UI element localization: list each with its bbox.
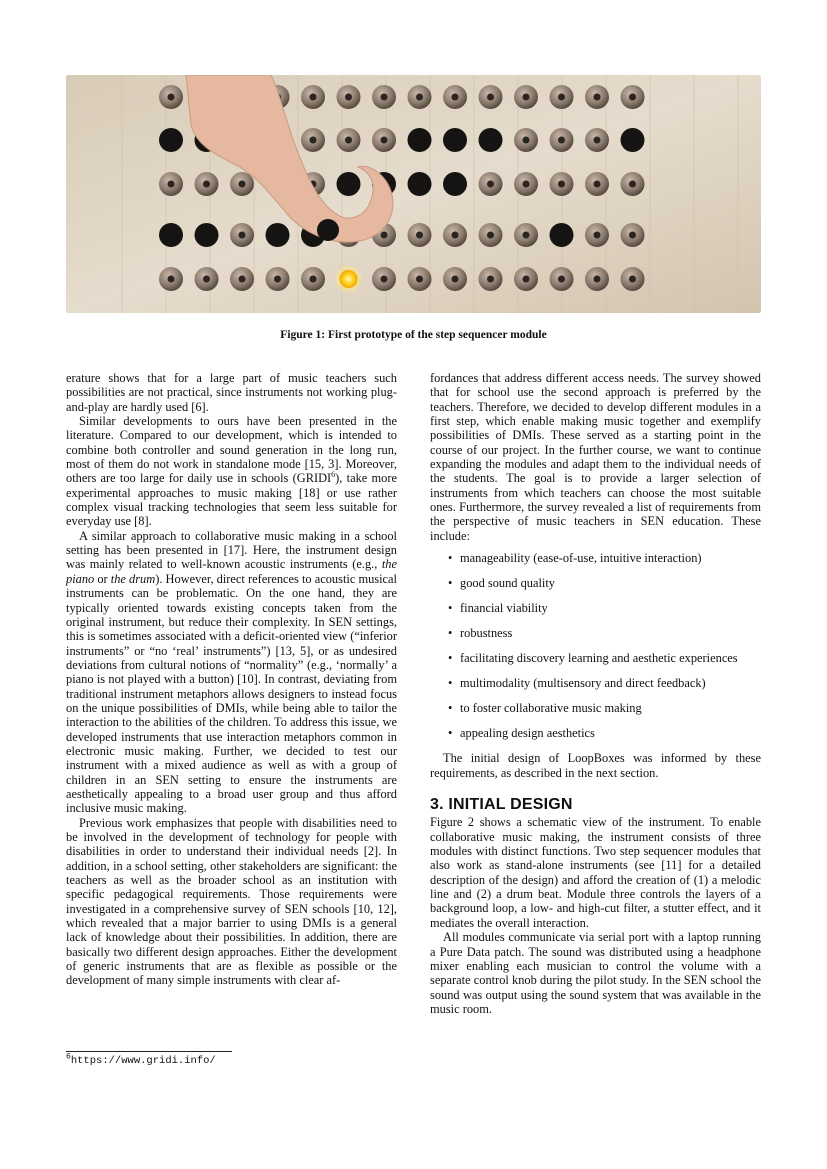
knob-center: [594, 137, 601, 144]
knob-center: [523, 94, 530, 101]
list-item: [430, 551, 761, 565]
knob-center: [629, 181, 636, 188]
dark-button-cap: [479, 128, 503, 152]
dark-button-cap: [159, 128, 183, 152]
step-sequencer-photo-graphic: [66, 75, 761, 313]
italic-text: the piano: [66, 557, 397, 586]
paragraph: All modules communicate via serial port with a laptop running a Pure Data patch. The sound was distributed using a headphone mixer enabling each musician to control the volume with a separate control knob during the pilot study. In the SEN school the sound was output using the sound system that was available in the music room.: [430, 930, 761, 1016]
left-column: [66, 371, 397, 988]
knob-center: [381, 137, 388, 144]
knob-center: [594, 181, 601, 188]
knob-center: [594, 276, 601, 283]
list-item-text: multimodality (multisensory and direct feedback): [460, 676, 706, 691]
text-span: ). However, direct references to acoustic musical instruments can be problematic. On the one hand, they are typically oriented towards existing concepts taken from the original instrument, but reduce their complexity. In SEN settings, this is sometimes associated with a deficit-oriented view (“inferior instruments” or “no ‘real’ instruments”) [13, 5], or as undesired deviations from cultural notions of “normality” (e.g., ‘normally’ a piano is not played with a button) [10]. In contrast, deviating from traditional instrument metaphors allows designers to instead focus on the unique possibilities of DMIs, while being able to tailor the interaction to the abilities of the children. To address this issue, we developed instruments that use interaction metaphors common in electronic music making. Further, we decided to test our instrument with a mixed audience as well as with a group of children in an SEN setting to ensure the instruments are aesthetically appealing to a broad user group and thus afford inclusive music making.: [66, 571, 397, 816]
knob-center: [629, 94, 636, 101]
dark-button-cap: [159, 223, 183, 247]
knob-center: [310, 137, 317, 144]
dark-button-cap: [337, 172, 361, 196]
bullet-icon: •: [448, 676, 453, 691]
section-title: 3. INITIAL DESIGN: [430, 796, 573, 814]
knob-center: [239, 276, 246, 283]
dark-button-cap: [195, 223, 219, 247]
dark-button-cap: [266, 223, 290, 247]
knob-center: [523, 137, 530, 144]
bullet-icon: •: [448, 701, 453, 716]
knob-center: [416, 232, 423, 239]
knob-center: [523, 276, 530, 283]
knob-center: [594, 232, 601, 239]
text-span: A similar approach to collaborative music making in a school setting has been presented in [17]. Here, the instrument design was mainly related to well-known acoustic instruments (e.g.,: [66, 528, 397, 572]
knob-center: [487, 181, 494, 188]
knob-center: [381, 232, 388, 239]
footnote: [66, 1051, 397, 1067]
list-item: [430, 626, 761, 640]
bullet-icon: •: [448, 651, 453, 666]
knob-center: [594, 94, 601, 101]
knob-center: [345, 137, 352, 144]
paragraph: Figure 2 shows a schematic view of the instrument. To enable collaborative music making, the instrument consists of three modules with distinct functions. Two step sequencer modules that also work as stand-alone instruments (see [11] for a detailed description of the design) and afford the creation of (1) a melodic line and (2) a drum beat. Module three controls the layers of a background loop, a low- and high-cut filter, a stutter effect, and it mediates the overall interaction.: [430, 815, 761, 930]
paragraph: The initial design of LoopBoxes was informed by these requirements, as described in the next section.: [430, 751, 761, 780]
dark-button-cap: [443, 128, 467, 152]
list-item: [430, 651, 761, 665]
text-span: or: [94, 571, 111, 586]
knob-center: [487, 94, 494, 101]
text-span: ), take more experimental approaches to music making [18] or use rather complex visual tracking technologies that seem less suitable for everyday use [8].: [66, 471, 398, 529]
knob-center: [558, 94, 565, 101]
knob-center: [239, 181, 246, 188]
knob-center: [558, 276, 565, 283]
dark-button-cap: [443, 172, 467, 196]
bullet-icon: •: [448, 601, 453, 616]
right-column: [430, 371, 761, 1016]
knob-center: [452, 94, 459, 101]
knob-center: [345, 94, 352, 101]
paragraph: fordances that address different access needs. The survey showed that for school use the second approach is preferred by the teachers. Therefore, we decided to develop different modules in a first step, which enable making music together and exemplify possibilities of DMIs. These served as a starting point in the course of our project. In the further course, we want to continue expanding the modules and adapt them to the individual needs of the students. The goal is to provide a larger selection of instruments from which teachers can choose the most suitable ones. Furthermore, the survey revealed a list of requirements from the perspective of music teachers in SEN education. These include:: [430, 371, 761, 543]
knob-center: [381, 94, 388, 101]
dark-button-cap: [621, 128, 645, 152]
knob-center: [168, 181, 175, 188]
knob-center: [203, 276, 210, 283]
knob-center: [487, 232, 494, 239]
footnote-marker: 6: [331, 470, 336, 480]
bullet-icon: •: [448, 551, 453, 566]
list-item: [430, 701, 761, 715]
requirements-list: [430, 551, 761, 741]
knob-center: [523, 232, 530, 239]
footnote-text: [66, 1052, 397, 1067]
knob-center: [274, 276, 281, 283]
knob-center: [629, 232, 636, 239]
bullet-icon: •: [448, 626, 453, 641]
knob-center: [416, 94, 423, 101]
list-item-text: appealing design aesthetics: [460, 726, 595, 741]
knob-center: [416, 276, 423, 283]
list-item: [430, 576, 761, 590]
bullet-icon: •: [448, 576, 453, 591]
knob-center: [203, 181, 210, 188]
bullet-icon: •: [448, 726, 453, 741]
knob-center: [523, 181, 530, 188]
dark-button-cap: [408, 128, 432, 152]
text-span: Similar developments to ours have been presented in the literature. Compared to our development, which is intended to combine both controller and sound generation in the long run, most of them do not work in standalone mode [15, 3]. Moreover, others are too large for daily use in schools (GRIDI: [66, 414, 397, 486]
italic-text: the drum: [110, 571, 156, 586]
dark-button-cap: [550, 223, 574, 247]
list-item-text: financial viability: [460, 601, 548, 616]
paragraph: Previous work emphasizes that people with disabilities need to be involved in the development of technology for people with disabilities in order to understand their individual needs [2]. In addition, in a school setting, other stakeholders are significant: the teachers as well as the broader school as an institution with specific pedagogical requirements. Those requirements were investigated in a comprehensive survey of SEN schools [10, 12], which revealed that a major barrier to using DMIs is a general lack of knowledge about their possibilities. In addition, there are basically two different design approaches. Either the development of generic instruments that are as flexible as possible or the development of many simple instruments with clear af-: [66, 815, 397, 988]
led-light-icon: [340, 270, 358, 288]
knob-center: [452, 276, 459, 283]
held-button-cap: [317, 219, 339, 241]
knob-center: [310, 276, 317, 283]
list-item-text: good sound quality: [460, 576, 555, 591]
footnote-number: 6: [66, 1052, 71, 1062]
knob-center: [487, 276, 494, 283]
knob-center: [239, 232, 246, 239]
list-item: [430, 601, 761, 615]
knob-center: [168, 94, 175, 101]
list-item-text: robustness: [460, 626, 513, 641]
footnote-rule: [66, 1051, 232, 1052]
list-item-text: to foster collaborative music making: [460, 701, 642, 716]
paragraph: [66, 529, 397, 816]
paragraph: [66, 414, 397, 529]
knob-center: [310, 94, 317, 101]
step-sequencer-photo: [66, 75, 761, 313]
dark-button-cap: [408, 172, 432, 196]
knob-center: [168, 276, 175, 283]
knob-center: [558, 137, 565, 144]
knob-center: [381, 276, 388, 283]
list-item: [430, 676, 761, 690]
list-item-text: facilitating discovery learning and aesthetic experiences: [460, 651, 738, 666]
footnote-url[interactable]: https://www.gridi.info/: [70, 1055, 216, 1067]
figure-caption: Figure 1: First prototype of the step sequencer module: [280, 329, 547, 341]
knob-center: [452, 232, 459, 239]
knob-center: [558, 181, 565, 188]
list-item-text: manageability (ease-of-use, intuitive interaction): [460, 551, 702, 566]
list-item: [430, 726, 761, 740]
knob-center: [629, 276, 636, 283]
paragraph: erature shows that for a large part of music teachers such possibilities are not practical, since instruments not working plug-and-play are hardly used [6].: [66, 371, 397, 414]
